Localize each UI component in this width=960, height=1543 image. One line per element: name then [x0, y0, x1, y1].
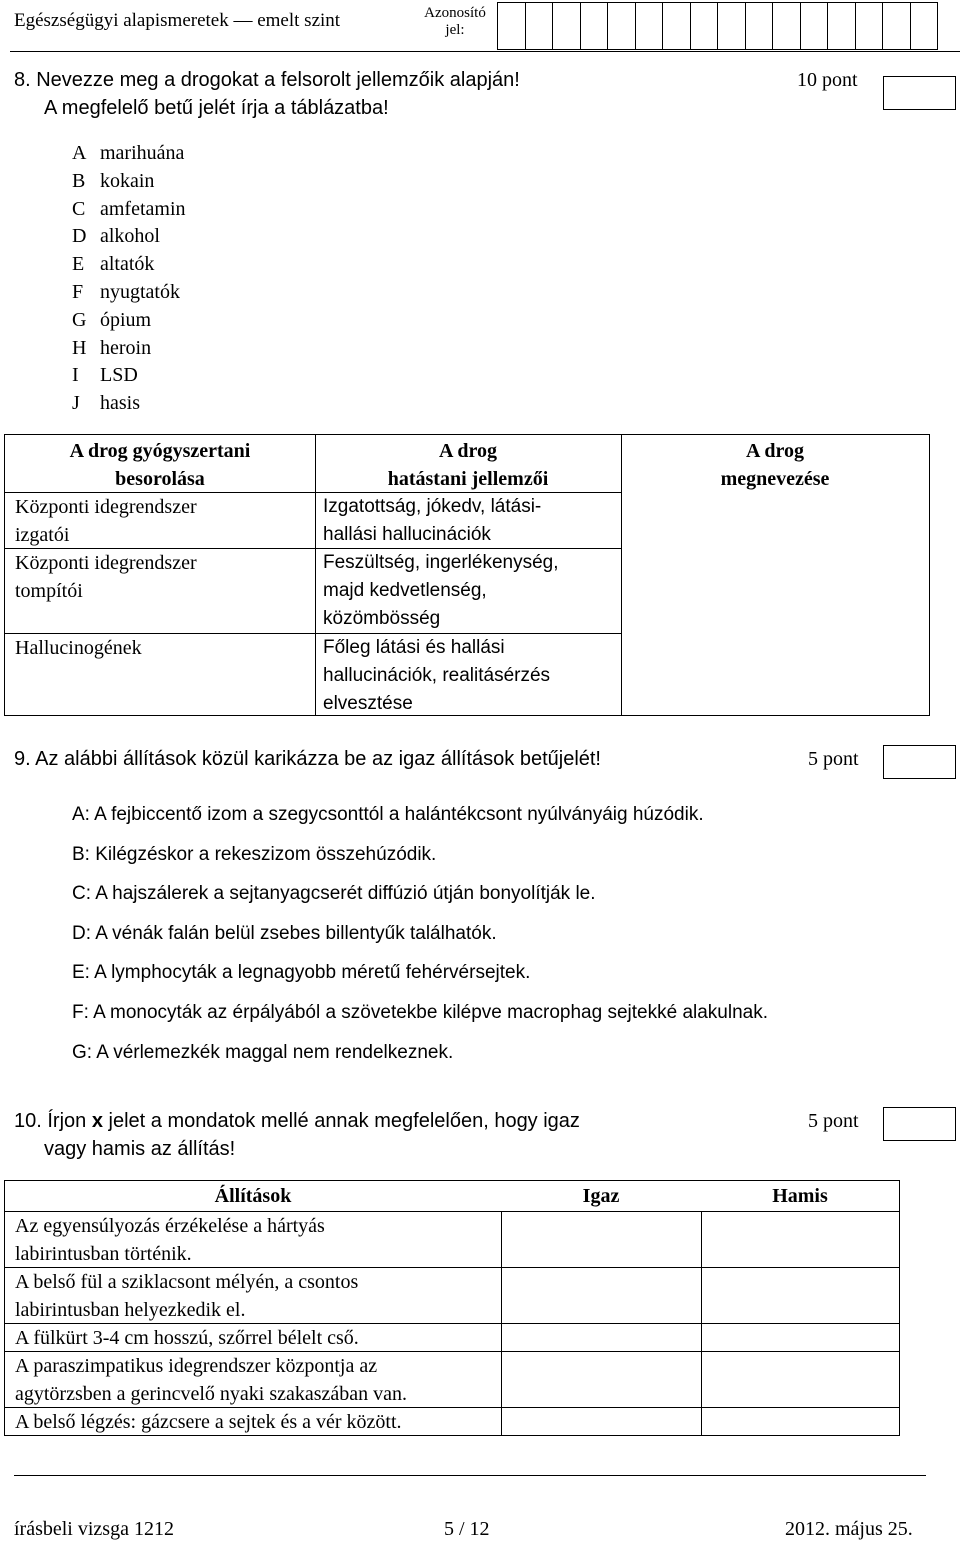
row-2-class: Központi idegrendszer tompítói	[15, 552, 197, 602]
true-answer-cell[interactable]	[501, 1351, 701, 1407]
statement-text: A fülkürt 3-4 cm hosszú, szőrrel bélelt cső.	[15, 1327, 359, 1349]
id-digit-box[interactable]	[608, 3, 636, 49]
header-classification: A drog gyógyszertani besorolása	[69, 440, 251, 490]
drug-list-item	[72, 361, 138, 389]
false-answer-cell[interactable]	[701, 1323, 899, 1351]
azonosito-label	[416, 5, 494, 39]
row-2-effect: Feszültség, ingerlékenység, majd kedvetlenség, közömbösség	[323, 552, 559, 629]
drug-list-item	[72, 167, 154, 195]
id-digit-box[interactable]	[801, 3, 829, 49]
drug-list-item	[72, 389, 140, 417]
drug-name: heroin	[100, 336, 152, 359]
id-digit-box[interactable]	[663, 3, 691, 49]
statement-item[interactable]: E: A lymphocyták a legnagyobb méretű fehérvérsejtek.	[72, 962, 531, 984]
false-answer-cell[interactable]	[701, 1211, 899, 1267]
drug-name: amfetamin	[100, 197, 186, 220]
q8-score-box[interactable]	[883, 76, 956, 110]
q10-title	[14, 1107, 580, 1135]
id-digit-box[interactable]	[773, 3, 801, 49]
drug-name: alkohol	[100, 225, 160, 248]
statement-text: A belső fül a sziklacsont mélyén, a csontos labirintusban helyezkedik el.	[15, 1271, 359, 1321]
id-digit-box[interactable]	[691, 3, 719, 49]
q10-text-b: jelet a mondatok mellé annak megfelelően, hogy igaz	[102, 1110, 580, 1132]
statement-item[interactable]: G: A vérlemezkék maggal nem rendelkeznek.	[72, 1041, 454, 1063]
id-digit-box[interactable]	[911, 3, 939, 49]
statement-item[interactable]: D: A vénák falán belül zsebes billentyűk találhatók.	[72, 922, 497, 944]
header-divider	[10, 51, 960, 52]
id-digit-box[interactable]	[581, 3, 609, 49]
drug-list-item	[72, 306, 151, 334]
drug-list-item	[72, 222, 160, 250]
q10-x-mark: x	[91, 1110, 103, 1132]
true-answer-cell[interactable]	[501, 1211, 701, 1267]
q8-points: 10 pont	[797, 69, 858, 91]
id-digit-box[interactable]	[553, 3, 581, 49]
q9-title: 9. Az alábbi állítások közül karikázza be az igaz állítások betűjelét!	[14, 748, 601, 770]
q10-points: 5 pont	[808, 1110, 859, 1132]
footer-divider	[14, 1475, 926, 1476]
drug-letter: B	[72, 169, 86, 192]
true-false-table	[4, 1180, 900, 1436]
drug-list-item	[72, 250, 154, 278]
false-answer-cell[interactable]	[701, 1351, 899, 1407]
q10-score-box[interactable]	[883, 1107, 956, 1141]
q10-text-a: Írjon	[47, 1110, 92, 1132]
drug-list-item	[72, 139, 184, 167]
statement-text: A belső légzés: gázcsere a sejtek és a vér között.	[15, 1411, 402, 1433]
drug-letter: G	[72, 308, 87, 331]
drug-list-item	[72, 334, 151, 362]
azonosito-label-line1: Azonosító	[424, 5, 486, 21]
q10-number: 10.	[14, 1110, 42, 1132]
id-digit-box[interactable]	[828, 3, 856, 49]
footer-page-number: 5 / 12	[444, 1518, 490, 1540]
footer-exam: írásbeli vizsga 1212	[14, 1518, 174, 1540]
true-answer-cell[interactable]	[501, 1407, 701, 1435]
drug-list-item	[72, 195, 186, 223]
statement-item[interactable]: F: A monocyták az érpályából a szövetekbe kilépve macrophag sejtekké alakulnak.	[72, 1002, 768, 1023]
drug-letter: D	[72, 225, 87, 248]
drug-name: ópium	[100, 308, 152, 331]
header-statements: Állítások	[214, 1185, 292, 1207]
drug-answer-area[interactable]	[621, 492, 929, 715]
true-answer-cell[interactable]	[501, 1267, 701, 1323]
drug-letter: H	[72, 336, 87, 359]
row-3-class: Hallucinogének	[15, 637, 142, 659]
drug-table	[4, 434, 930, 716]
header-title: Egészségügyi alapismeretek — emelt szint	[14, 10, 341, 31]
id-digit-box[interactable]	[498, 3, 526, 49]
statement-text: A paraszimpatikus idegrendszer központja az agytörzsben a gerincvelő nyaki szakaszában van.	[15, 1355, 408, 1405]
drug-letter: J	[72, 392, 80, 415]
header-false: Hamis	[772, 1185, 828, 1207]
drug-letter: A	[72, 142, 87, 164]
footer-date: 2012. május 25.	[785, 1518, 913, 1540]
row-3-effect: Főleg látási és hallási hallucinációk, realitásérzés elvesztése	[323, 637, 551, 714]
id-digit-box[interactable]	[718, 3, 746, 49]
statement-item[interactable]: B: Kilégzéskor a rekeszizom összehúzódik.	[72, 843, 437, 865]
id-digit-box[interactable]	[636, 3, 664, 49]
drug-letter: F	[72, 281, 84, 303]
false-answer-cell[interactable]	[701, 1407, 899, 1435]
row-1-class: Központi idegrendszer izgatói	[15, 496, 197, 546]
statement-item[interactable]: C: A hajszálerek a sejtanyagcserét diffúzió útján bonyolítják le.	[72, 883, 596, 905]
drug-name: altatók	[100, 253, 155, 276]
drug-letter: E	[72, 253, 85, 276]
id-digit-box[interactable]	[526, 3, 554, 49]
header-drug-name: A drog megnevezése	[720, 440, 830, 490]
row-1-effect: Izgatottság, jókedv, látási- hallási hallucinációk	[323, 496, 542, 545]
table-col-divider	[501, 1211, 502, 1435]
azonosito-boxes	[497, 2, 938, 50]
id-digit-box[interactable]	[883, 3, 911, 49]
drug-letter: I	[72, 364, 79, 387]
drug-name: nyugtatók	[100, 281, 180, 303]
id-digit-box[interactable]	[856, 3, 884, 49]
false-answer-cell[interactable]	[701, 1267, 899, 1323]
drug-name: marihuána	[100, 142, 185, 164]
q9-points: 5 pont	[808, 748, 859, 770]
header-true: Igaz	[582, 1185, 620, 1207]
q9-score-box[interactable]	[883, 745, 956, 779]
q8-subtitle: A megfelelő betű jelét írja a táblázatba!	[44, 97, 389, 119]
true-answer-cell[interactable]	[501, 1323, 701, 1351]
table-col-divider	[701, 1211, 702, 1435]
statement-text: Az egyensúlyozás érzékelése a hártyás labirintusban történik.	[15, 1215, 325, 1265]
drug-letter: C	[72, 197, 86, 220]
q8-title: 8. Nevezze meg a drogokat a felsorolt jellemzőik alapján!	[14, 69, 520, 91]
statement-item[interactable]: A: A fejbiccentő izom a szegycsonttól a halántékcsont nyúlványáig húzódik.	[72, 804, 704, 825]
drug-name: LSD	[100, 364, 138, 387]
header-effects: A drog hatástani jellemzői	[387, 440, 549, 490]
drug-name: hasis	[100, 392, 140, 415]
drug-name: kokain	[100, 169, 155, 192]
q10-subtitle: vagy hamis az állítás!	[44, 1138, 236, 1160]
drug-list-item	[72, 278, 180, 306]
azonosito-label-line2: jel:	[445, 22, 465, 38]
id-digit-box[interactable]	[746, 3, 774, 49]
